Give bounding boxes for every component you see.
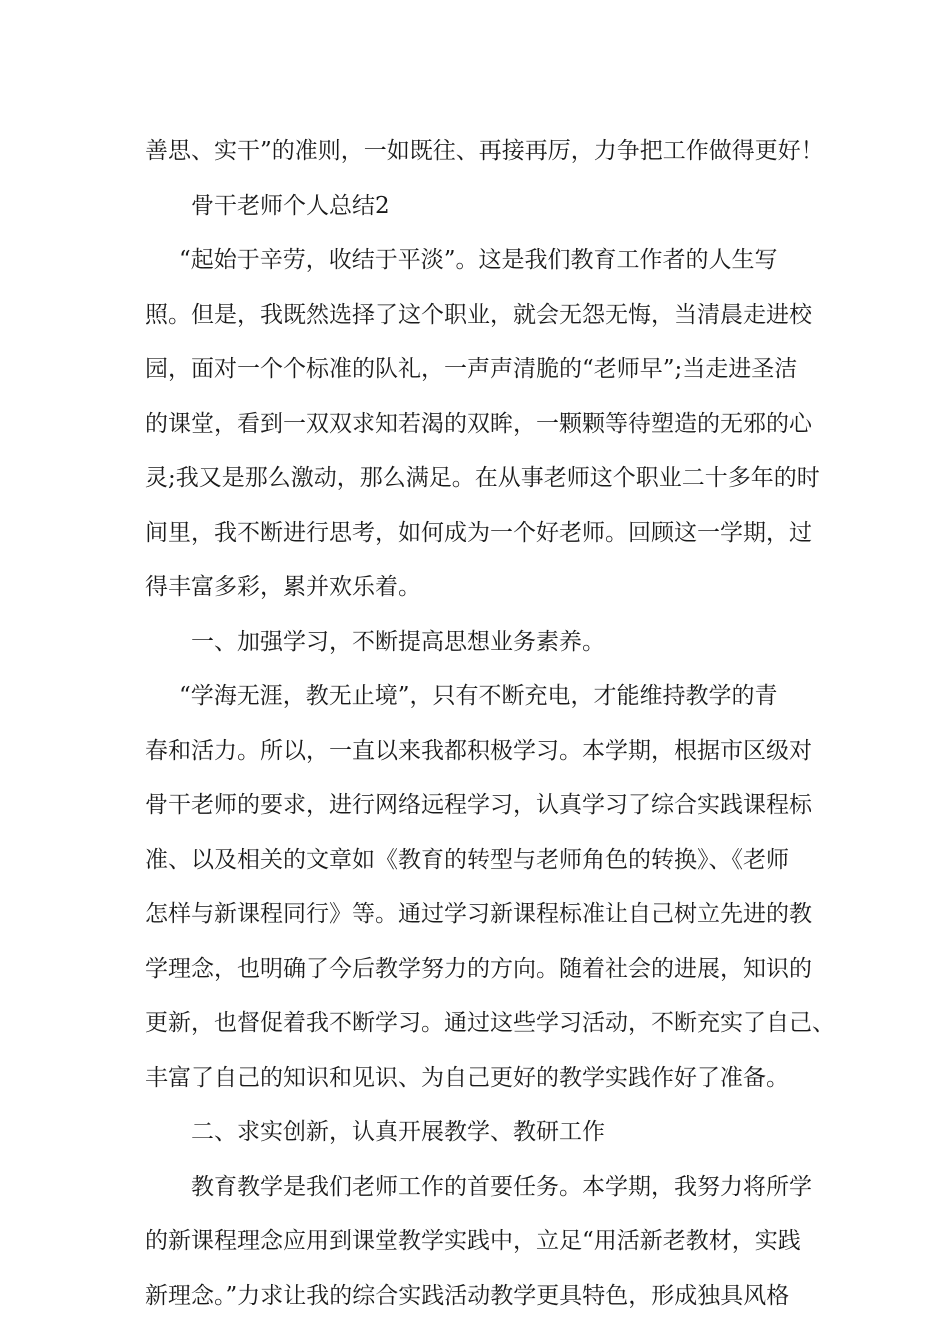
section-title: 骨干老师个人总结2: [191, 192, 390, 219]
section-heading: 一、加强学习，不断提高思想业务素养。: [191, 628, 605, 655]
text-line: 春和活力。所以，一直以来我都积极学习。本学期，根据市区级对: [145, 737, 812, 764]
text-line: 怎样与新课程同行》等。通过学习新课程标准让自己树立先进的教: [145, 901, 812, 927]
document-body: [145, 124, 835, 1323]
section-heading: 二、求实创新，认真开展教学、教研工作: [191, 1119, 605, 1145]
text-line: 更新，也督促着我不断学习。通过这些学习活动，不断充实了自己、: [145, 1010, 835, 1036]
text-line: 准、以及相关的文章如《教育的转型与老师角色的转换》、《老师: [145, 846, 789, 873]
text-line: “起始于辛劳，收结于平淡”。这是我们教育工作者的人生写: [179, 247, 778, 273]
text-line: 新理念。”力求让我的综合实践活动教学更具特色，形成独具风格: [145, 1282, 790, 1309]
text-line: 间里，我不断进行思考，如何成为一个好老师。回顾这一学期，过: [145, 519, 812, 546]
text-line: 照。但是，我既然选择了这个职业，就会无怨无悔，当清晨走进校: [145, 301, 812, 328]
text-line: 丰富了自己的知识和见识、为自己更好的教学实践作好了准备。: [145, 1064, 789, 1091]
text-line: 的课堂，看到一双双求知若渴的双眸，一颗颗等待塑造的无邪的心: [145, 410, 812, 437]
text-line: 骨干老师的要求，进行网络远程学习，认真学习了综合实践课程标: [145, 792, 812, 818]
text-line: 园，面对一个个标准的队礼，一声声清脆的“老师早”;当走进圣洁: [145, 356, 798, 382]
text-line: “学海无涯，教无止境”，只有不断充电，才能维持教学的青: [179, 683, 778, 709]
text-line: 善思、实干”的准则，一如既往、再接再厉，力争把工作做得更好！: [145, 138, 824, 164]
text-line: 得丰富多彩，累并欢乐着。: [145, 574, 421, 600]
text-line: 学理念，也明确了今后教学努力的方向。随着社会的进展，知识的: [145, 955, 812, 982]
text-line: 的新课程理念应用到课堂教学实践中，立足“用活新老教材，实践: [145, 1228, 801, 1254]
text-line: 教育教学是我们老师工作的首要任务。本学期，我努力将所学: [191, 1173, 812, 1200]
text-line: 灵;我又是那么激动，那么满足。在从事老师这个职业二十多年的时: [145, 465, 820, 491]
